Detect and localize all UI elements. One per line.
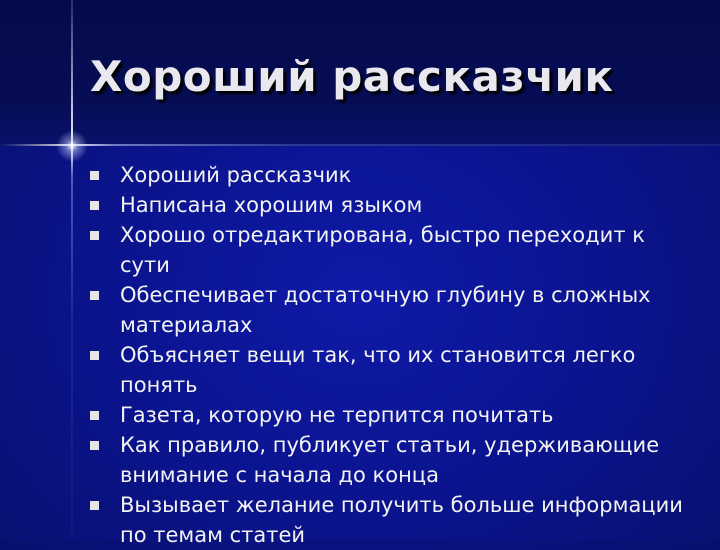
bullet-text: Обеспечивает достаточную глубину в сложных материалах <box>120 283 651 337</box>
bullet-item <box>90 220 690 280</box>
square-bullet-icon <box>90 291 99 300</box>
bullet-text: Вызывает желание получить больше информации по темам статей <box>120 493 683 547</box>
bullet-text: Хороший рассказчик <box>120 163 352 187</box>
sparkle-vertical-line <box>71 0 73 540</box>
sparkle-star-icon <box>56 130 88 162</box>
bullet-item <box>90 490 690 550</box>
square-bullet-icon <box>90 171 99 180</box>
slide-title: Хороший рассказчик <box>90 52 614 101</box>
bullet-item <box>90 190 690 220</box>
square-bullet-icon <box>90 201 99 210</box>
bullet-text: Написана хорошим языком <box>120 193 423 217</box>
bullet-text: Как правило, публикует статьи, удерживающие внимание с начала до конца <box>120 433 660 487</box>
square-bullet-icon <box>90 411 99 420</box>
bullet-item <box>90 340 690 400</box>
bullet-text: Объясняет вещи так, что их становится легко понять <box>120 343 636 397</box>
bullet-list <box>90 160 690 550</box>
square-bullet-icon <box>90 351 99 360</box>
bullet-text: Хорошо отредактирована, быстро переходит к сути <box>120 223 645 277</box>
bullet-item <box>90 430 690 490</box>
bullet-text: Газета, которую не терпится почитать <box>120 403 554 427</box>
bullet-item <box>90 280 690 340</box>
square-bullet-icon <box>90 441 99 450</box>
sparkle-horizontal-line <box>0 144 720 146</box>
square-bullet-icon <box>90 501 99 510</box>
bullet-item <box>90 400 690 430</box>
square-bullet-icon <box>90 231 99 240</box>
bullet-item <box>90 160 690 190</box>
